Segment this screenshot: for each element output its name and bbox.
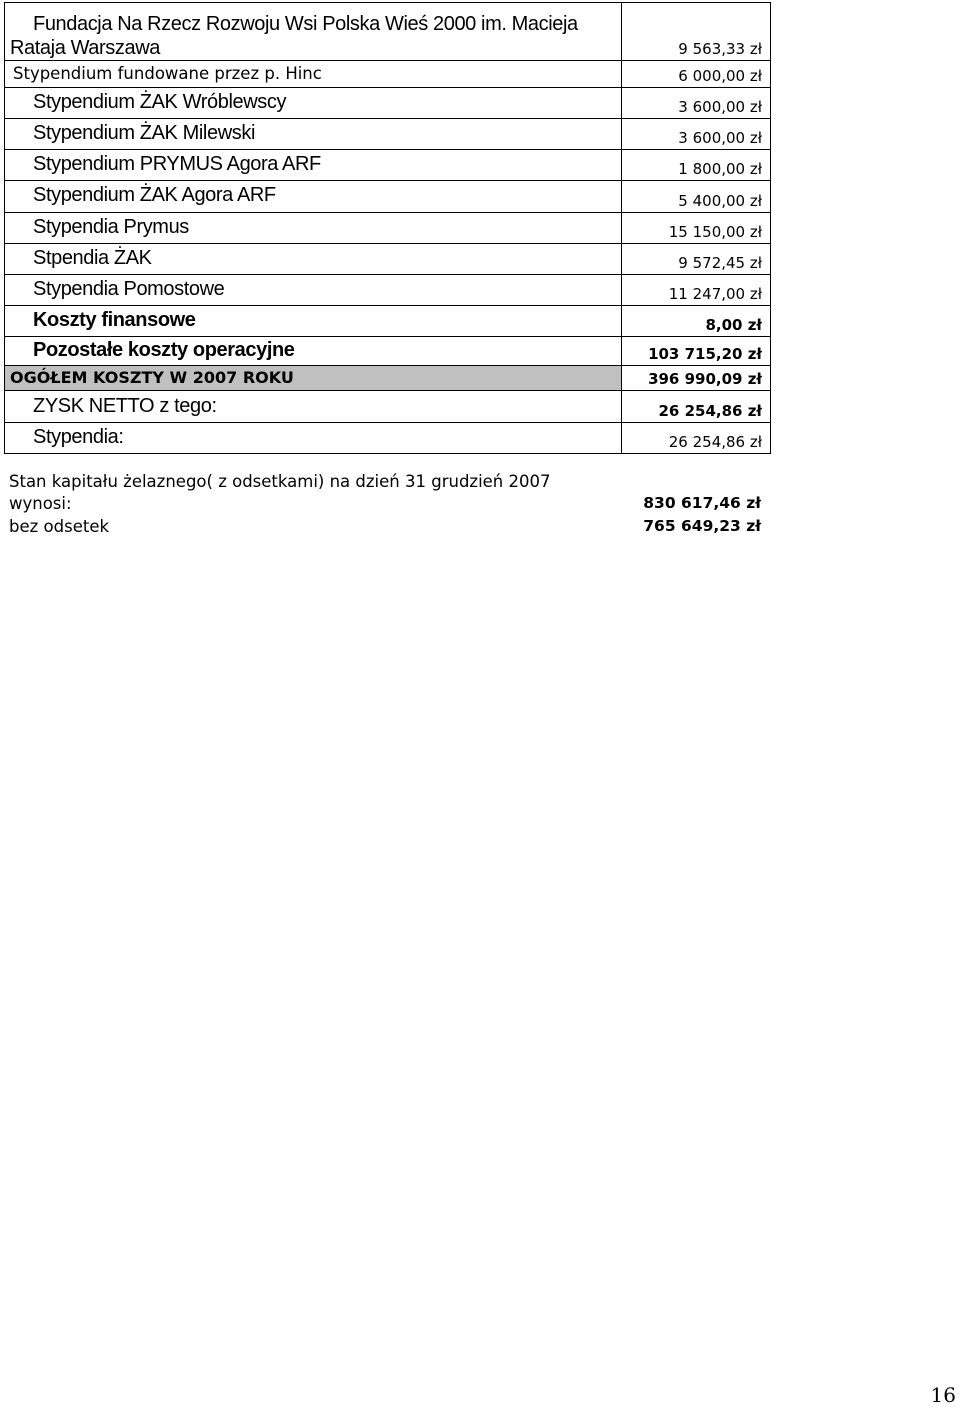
row-amount: 103 715,20 zł xyxy=(648,345,762,363)
table-row xyxy=(4,119,771,150)
row-label: Stypendium PRYMUS Agora ARF xyxy=(33,153,321,175)
financial-table xyxy=(4,2,771,454)
row-amount: 26 254,86 zł xyxy=(658,402,762,420)
row-label: Stypendium ŻAK Milewski xyxy=(33,122,255,144)
row-amount: 1 800,00 zł xyxy=(678,160,762,178)
row-label: Stypendia Pomostowe xyxy=(33,278,225,300)
table-row xyxy=(4,88,771,119)
row-amount: 5 400,00 zł xyxy=(678,192,762,210)
table-row-total xyxy=(4,366,771,391)
row-label: Stypendia: xyxy=(33,426,124,448)
capital-note-line: bez odsetek xyxy=(9,517,110,536)
table-row xyxy=(4,61,771,88)
row-label: Stypendium fundowane przez p. Hinc xyxy=(13,64,322,83)
row-label: Stpendia ŻAK xyxy=(33,247,152,269)
row-label: Stypendia Prymus xyxy=(33,216,189,238)
page-number: 16 xyxy=(930,1383,956,1407)
row-amount: 9 572,45 zł xyxy=(678,254,762,272)
table-row xyxy=(4,2,771,61)
table-row xyxy=(4,423,771,454)
row-label: OGÓŁEM KOSZTY W 2007 ROKU xyxy=(10,368,294,387)
row-label: Pozostałe koszty operacyjne xyxy=(33,339,295,361)
table-row xyxy=(4,275,771,306)
row-amount: 6 000,00 zł xyxy=(678,67,762,85)
table-row xyxy=(4,391,771,423)
capital-note-line: wynosi: xyxy=(9,494,72,513)
table-row xyxy=(4,244,771,275)
row-amount: 396 990,09 zł xyxy=(648,370,762,388)
table-row xyxy=(4,306,771,337)
row-label: Stypendium ŻAK Wróblewscy xyxy=(33,91,287,113)
capital-amount-without-interest: 765 649,23 zł xyxy=(643,517,761,535)
capital-note-line: Stan kapitału żelaznego( z odsetkami) na dzień 31 grudzień 2007 xyxy=(9,472,551,491)
row-amount: 15 150,00 zł xyxy=(668,223,762,241)
row-amount: 3 600,00 zł xyxy=(678,129,762,147)
row-amount: 11 247,00 zł xyxy=(668,285,762,303)
row-amount: 3 600,00 zł xyxy=(678,98,762,116)
table-row xyxy=(4,213,771,244)
table-row xyxy=(4,181,771,213)
row-label: Fundacja Na Rzecz Rozwoju Wsi Polska Wieś 2000 im. Macieja xyxy=(33,13,578,35)
row-amount: 9 563,33 zł xyxy=(678,40,762,58)
row-label-continued: Rataja Warszawa xyxy=(10,37,160,59)
row-amount: 8,00 zł xyxy=(705,316,762,334)
capital-amount-with-interest: 830 617,46 zł xyxy=(643,494,761,512)
table-row xyxy=(4,150,771,181)
row-amount: 26 254,86 zł xyxy=(668,433,762,451)
row-label: Koszty finansowe xyxy=(33,309,196,331)
table-row xyxy=(4,337,771,366)
row-label: ZYSK NETTO z tego: xyxy=(33,395,217,417)
row-label: Stypendium ŻAK Agora ARF xyxy=(33,184,276,206)
